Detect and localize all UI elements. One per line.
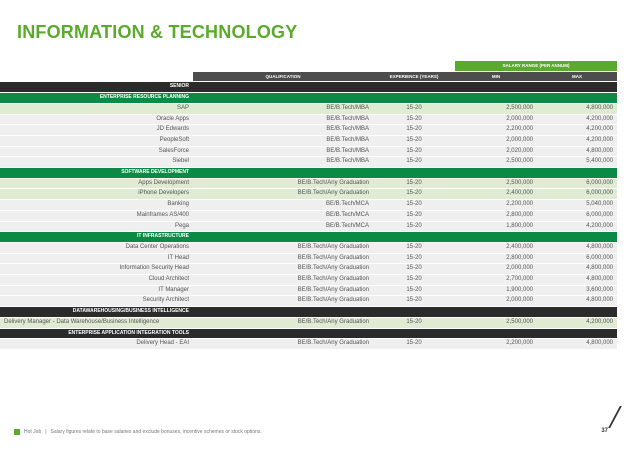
qualification-cell: BE/B.Tech/MBA [193,103,373,114]
min-cell: 2,200,000 [455,339,537,350]
role-cell: Oracle Apps [0,114,193,125]
experience-cell: 15-20 [373,146,455,157]
table-row [0,264,617,275]
role-cell: PeopleSoft [0,135,193,146]
group-row-it-infrastructure [0,232,617,243]
qualification-cell: BE/B.Tech/Any Graduation [193,317,373,328]
max-cell: 5,400,000 [537,157,617,168]
table-row [0,210,617,221]
experience-cell: 15-20 [373,210,455,221]
group-row-erp [0,93,617,104]
role-cell: JD Edwards [0,125,193,136]
role-cell: SAP [0,103,193,114]
experience-cell: 15-20 [373,189,455,200]
qualification-cell: BE/B.Tech/MCA [193,200,373,211]
group-label: ENTERPRISE RESOURCE PLANNING [0,93,193,104]
table-row [0,285,617,296]
group-label: SENIOR [0,82,193,93]
qualification-cell: BE/B.Tech/MBA [193,114,373,125]
max-cell: 4,800,000 [537,264,617,275]
min-cell: 2,000,000 [455,135,537,146]
experience-cell: 15-20 [373,200,455,211]
role-cell: IT Head [0,253,193,264]
role-cell: Information Security Head [0,264,193,275]
max-cell: 4,800,000 [537,275,617,286]
min-cell: 2,500,000 [455,157,537,168]
experience-cell: 15-20 [373,103,455,114]
qualification-cell: BE/B.Tech/MBA [193,125,373,136]
experience-cell: 15-20 [373,178,455,189]
max-cell: 4,800,000 [537,146,617,157]
role-cell: Apps Development [0,178,193,189]
table-row [0,242,617,253]
max-cell: 4,200,000 [537,317,617,328]
max-cell: 4,800,000 [537,242,617,253]
brand-square-icon [14,429,20,435]
max-cell: 6,000,000 [537,210,617,221]
experience-cell: 15-20 [373,296,455,307]
table-row [0,253,617,264]
table-row [0,103,617,114]
role-cell: Pega [0,221,193,232]
qualification-cell: BE/B.Tech/Any Graduation [193,242,373,253]
salary-range-header-row [0,61,617,71]
table-row [0,189,617,200]
qualification-cell: BE/B.Tech/Any Graduation [193,339,373,350]
footer-separator: | [45,429,47,435]
table-row [0,114,617,125]
qualification-cell: BE/B.Tech/Any Graduation [193,285,373,296]
table-row [0,317,617,328]
footer-note: Salary figures relate to base salaries and exclude bonuses, incentive schemes or stock options. [50,429,262,435]
max-cell: 3,600,000 [537,285,617,296]
group-row-senior [0,82,617,93]
max-cell: 4,200,000 [537,125,617,136]
qualification-cell: BE/B.Tech/MBA [193,135,373,146]
footer [14,429,262,435]
min-cell: 2,500,000 [455,317,537,328]
max-cell: 4,800,000 [537,339,617,350]
min-cell: 2,500,000 [455,103,537,114]
experience-cell: 15-20 [373,275,455,286]
min-cell: 2,000,000 [455,114,537,125]
min-cell: 2,200,000 [455,125,537,136]
role-cell: Data Center Operations [0,242,193,253]
qualification-cell: BE/B.Tech/MBA [193,146,373,157]
min-cell: 2,400,000 [455,242,537,253]
role-cell: Delivery Manager - Data Warehouse/Business Intelligence [0,317,193,328]
table-row [0,221,617,232]
decorative-slash [608,406,622,428]
max-cell: 4,200,000 [537,221,617,232]
experience-header: EXPERIENCE (YEARS) [373,71,455,82]
experience-cell: 15-20 [373,125,455,136]
qualification-cell: BE/B.Tech/Any Graduation [193,189,373,200]
role-cell: IT Manager [0,285,193,296]
role-cell: Siebel [0,157,193,168]
table-row [0,339,617,350]
max-header: MAX [537,71,617,82]
experience-cell: 15-20 [373,135,455,146]
max-cell: 5,040,000 [537,200,617,211]
min-cell: 2,020,000 [455,146,537,157]
experience-cell: 15-20 [373,285,455,296]
min-cell: 1,800,000 [455,221,537,232]
page-title: INFORMATION & TECHNOLOGY [17,22,298,42]
max-cell: 6,000,000 [537,178,617,189]
table-row [0,146,617,157]
salary-table [0,61,617,350]
max-cell: 4,200,000 [537,114,617,125]
min-cell: 2,200,000 [455,200,537,211]
group-label: DATAWAREHOUSING/BUSINESS INTELLIGENCE [0,307,193,318]
qualification-cell: BE/B.Tech/Any Graduation [193,275,373,286]
role-cell: Mainframes AS/400 [0,210,193,221]
role-cell: Security Architect [0,296,193,307]
min-cell: 2,500,000 [455,178,537,189]
role-cell: SalesForce [0,146,193,157]
table-row [0,275,617,286]
table-row [0,178,617,189]
min-cell: 2,800,000 [455,210,537,221]
group-row-software [0,168,617,179]
table-row [0,200,617,211]
role-cell: Delivery Head - EAI [0,339,193,350]
qualification-header: QUALIFICATION [193,71,373,82]
qualification-cell: BE/B.Tech/Any Graduation [193,253,373,264]
qualification-cell: BE/B.Tech/MBA [193,157,373,168]
salary-range-header: SALARY RANGE (PER ANNUM) [455,61,617,71]
experience-cell: 15-20 [373,339,455,350]
experience-cell: 15-20 [373,264,455,275]
role-cell: iPhone Developers [0,189,193,200]
min-cell: 2,000,000 [455,296,537,307]
page-number: 37 [601,428,608,434]
role-cell: Banking [0,200,193,211]
table-row [0,157,617,168]
experience-cell: 15-20 [373,242,455,253]
experience-cell: 15-20 [373,114,455,125]
group-label: ENTERPRISE APPLICATION INTEGRATION TOOLS [0,328,193,339]
group-label: IT INFRASTRUCTURE [0,232,193,243]
min-cell: 2,800,000 [455,253,537,264]
group-row-datawarehousing [0,307,617,318]
min-cell: 2,700,000 [455,275,537,286]
table-row [0,296,617,307]
qualification-cell: BE/B.Tech/MCA [193,210,373,221]
max-cell: 4,800,000 [537,103,617,114]
experience-cell: 15-20 [373,157,455,168]
experience-cell: 15-20 [373,221,455,232]
experience-cell: 15-20 [373,253,455,264]
footer-brand: Hot Job [24,429,42,435]
group-label: SOFTWARE DEVELOPMENT [0,168,193,179]
role-cell: Cloud Architect [0,275,193,286]
table-row [0,125,617,136]
table-row [0,135,617,146]
max-cell: 6,000,000 [537,189,617,200]
max-cell: 4,800,000 [537,296,617,307]
column-header-row [0,71,617,82]
qualification-cell: BE/B.Tech/Any Graduation [193,296,373,307]
qualification-cell: BE/B.Tech/Any Graduation [193,178,373,189]
min-cell: 2,000,000 [455,264,537,275]
max-cell: 4,200,000 [537,135,617,146]
min-header: MIN [455,71,537,82]
group-row-eai [0,328,617,339]
experience-cell: 15-20 [373,317,455,328]
min-cell: 1,900,000 [455,285,537,296]
qualification-cell: BE/B.Tech/MCA [193,221,373,232]
qualification-cell: BE/B.Tech/Any Graduation [193,264,373,275]
max-cell: 6,000,000 [537,253,617,264]
min-cell: 2,400,000 [455,189,537,200]
